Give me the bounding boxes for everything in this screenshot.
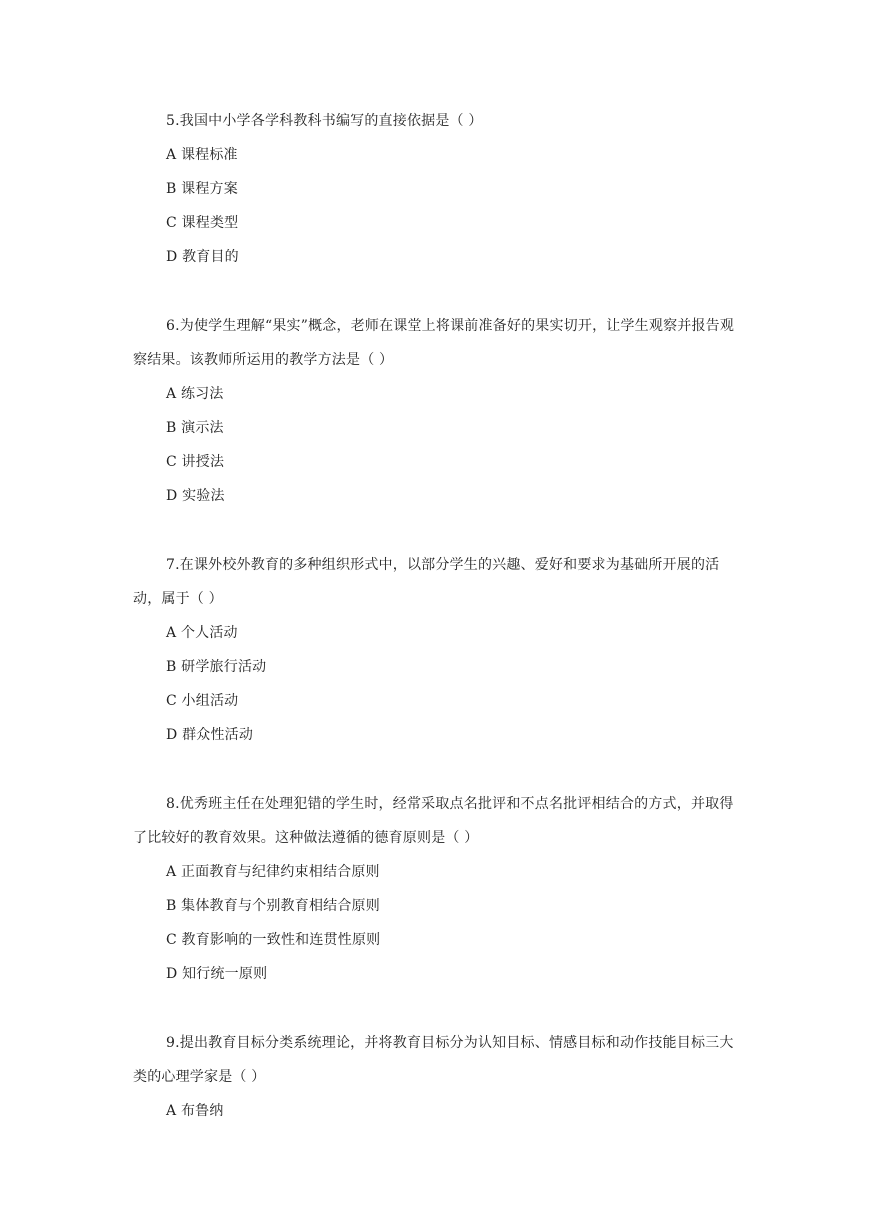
question-6 [133, 309, 737, 513]
option-c: C 小组活动 [166, 693, 239, 709]
option-a: A 练习法 [166, 386, 224, 402]
question-text: 8.优秀班主任在处理犯错的学生时，经常采取点名批评和不点名批评相结合的方式，并取得了比较好的教育效果。这种做法遵循的德育原则是（ ） [133, 796, 734, 846]
question-5 [133, 104, 737, 274]
question-9 [133, 1026, 737, 1128]
question-text: 6.为使学生理解“果实”概念，老师在课堂上将课前准备好的果实切开，让学生观察并报告观察结果。该教师所运用的教学方法是（ ） [133, 318, 735, 368]
question-text: 7.在课外校外教育的多种组织形式中，以部分学生的兴趣、爱好和要求为基础所开展的活动，属于（ ） [133, 557, 720, 607]
option-a: A 课程标准 [166, 147, 238, 163]
option-d: D 教育目的 [166, 249, 239, 265]
question-text: 9.提出教育目标分类系统理论，并将教育目标分为认知目标、情感目标和动作技能目标三大类的心理学家是（ ） [133, 1035, 734, 1085]
option-b: B 课程方案 [166, 181, 238, 197]
option-b: B 演示法 [166, 420, 224, 436]
option-d: D 群众性活动 [166, 727, 254, 743]
option-a: A 正面教育与纪律约束相结合原则 [166, 864, 380, 880]
option-c: C 课程类型 [166, 215, 239, 231]
option-b: B 研学旅行活动 [166, 659, 267, 675]
option-c: C 教育影响的一致性和连贯性原则 [166, 932, 381, 948]
option-a: A 布鲁纳 [166, 1103, 224, 1119]
option-a: A 个人活动 [166, 625, 238, 641]
question-8 [133, 787, 737, 991]
question-7 [133, 548, 737, 752]
option-b: B 集体教育与个别教育相结合原则 [166, 898, 380, 914]
question-text: 5.我国中小学各学科教科书编写的直接依据是（ ） [166, 113, 483, 129]
option-d: D 实验法 [166, 488, 225, 504]
option-c: C 讲授法 [166, 454, 225, 470]
option-d: D 知行统一原则 [166, 966, 268, 982]
